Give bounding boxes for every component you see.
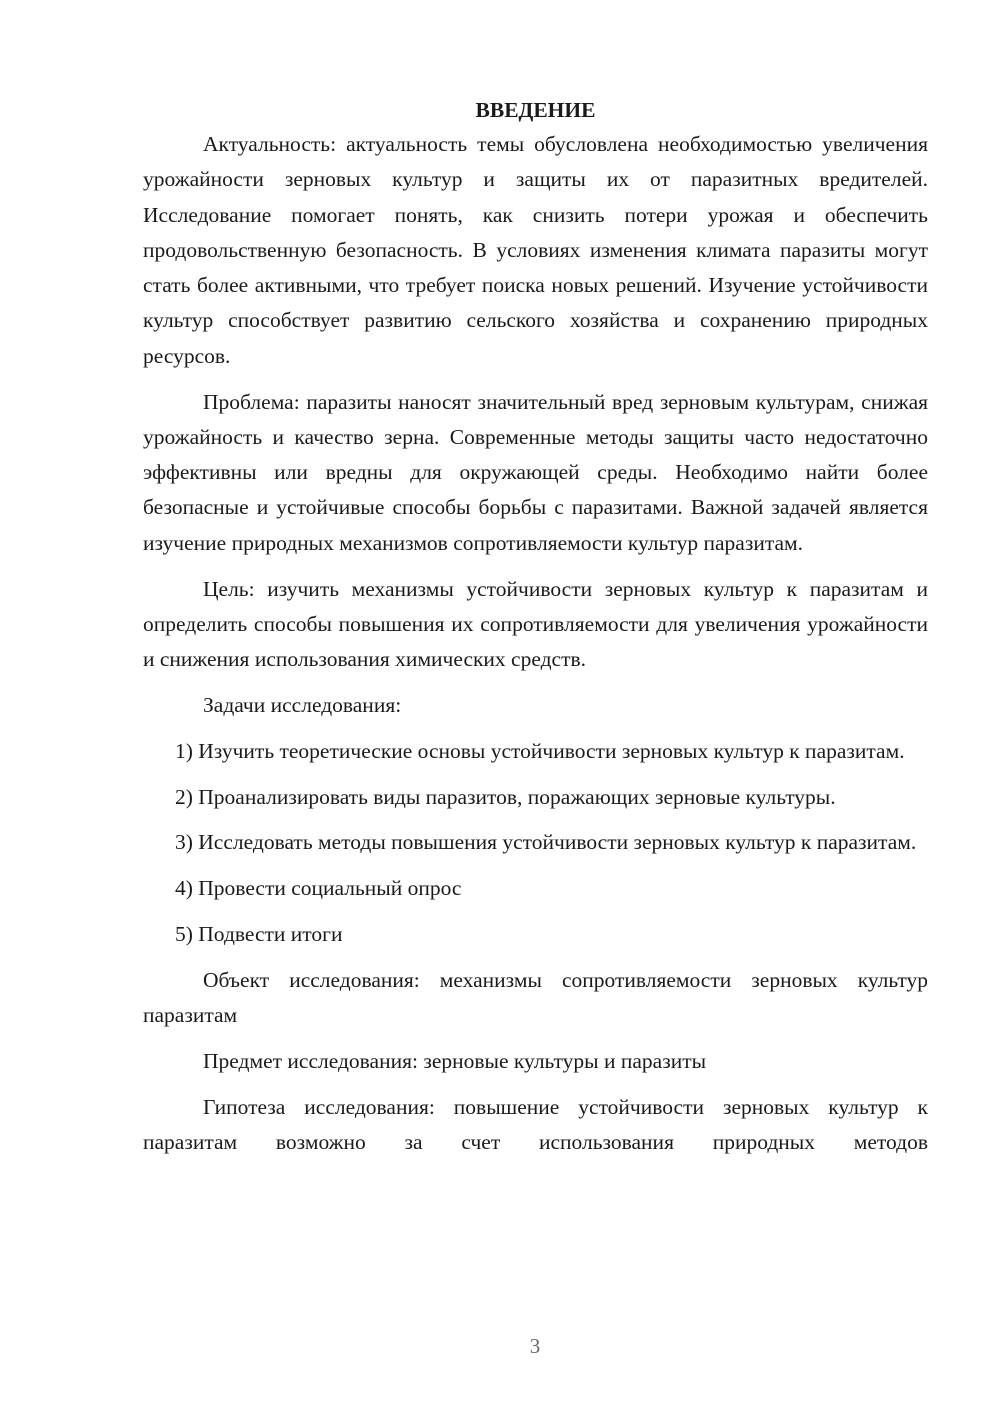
- section-title: ВВЕДЕНИЕ: [475, 98, 596, 122]
- paragraph-hypothesis: Гипотеза исследования: повышение устойчивости зерновых культур к паразитам возможно за счет использования природных методов: [143, 1094, 928, 1154]
- page-content: [143, 94, 928, 1160]
- tasks-heading: Задачи исследования:: [203, 692, 402, 717]
- task-item-3: 3) Исследовать методы повышения устойчивости зерновых культур к паразитам.: [175, 830, 917, 855]
- task-item-4: 4) Провести социальный опрос: [175, 876, 462, 901]
- page-number: 3: [529, 1334, 541, 1358]
- task-item-1: 1) Изучить теоретические основы устойчивости зерновых культур к паразитам.: [175, 738, 905, 763]
- task-item-2: 2) Проанализировать виды паразитов, поражающих зерновые культуры.: [175, 784, 836, 809]
- paragraph-object: Объект исследования: механизмы сопротивляемости зерновых культур паразитам: [143, 967, 928, 1028]
- paragraph-problem: Проблема: паразиты наносят значительный вред зерновым культурам, снижая урожайность и качество зерна. Современные методы защиты часто недостаточно эффективны или вредны для окружающей среды. Необходимо найти более безопасные и устойчивые способы борьбы с паразитами. Важной задачей является изучение природных механизмов сопротивляемости культур паразитам.: [143, 389, 928, 555]
- task-item-5: 5) Подвести итоги: [175, 921, 343, 946]
- paragraph-goal: Цель: изучить механизмы устойчивости зерновых культур к паразитам и определить способы повышения их сопротивляемости для увеличения урожайности и снижения использования химических средств.: [143, 576, 928, 672]
- paragraph-subject: Предмет исследования: зерновые культуры и паразиты: [203, 1048, 707, 1073]
- paragraph-relevance: Актуальность: актуальность темы обусловлена необходимостью увеличения урожайности зерновых культур и защиты их от паразитных вредителей. Исследование помогает понять, как снизить потери урожая и обеспечить продовольственную безопасность. В условиях изменения климата паразиты могут стать более активными, что требует поиска новых решений. Изучение устойчивости культур способствует развитию сельского хозяйства и сохранению природных ресурсов.: [143, 132, 928, 368]
